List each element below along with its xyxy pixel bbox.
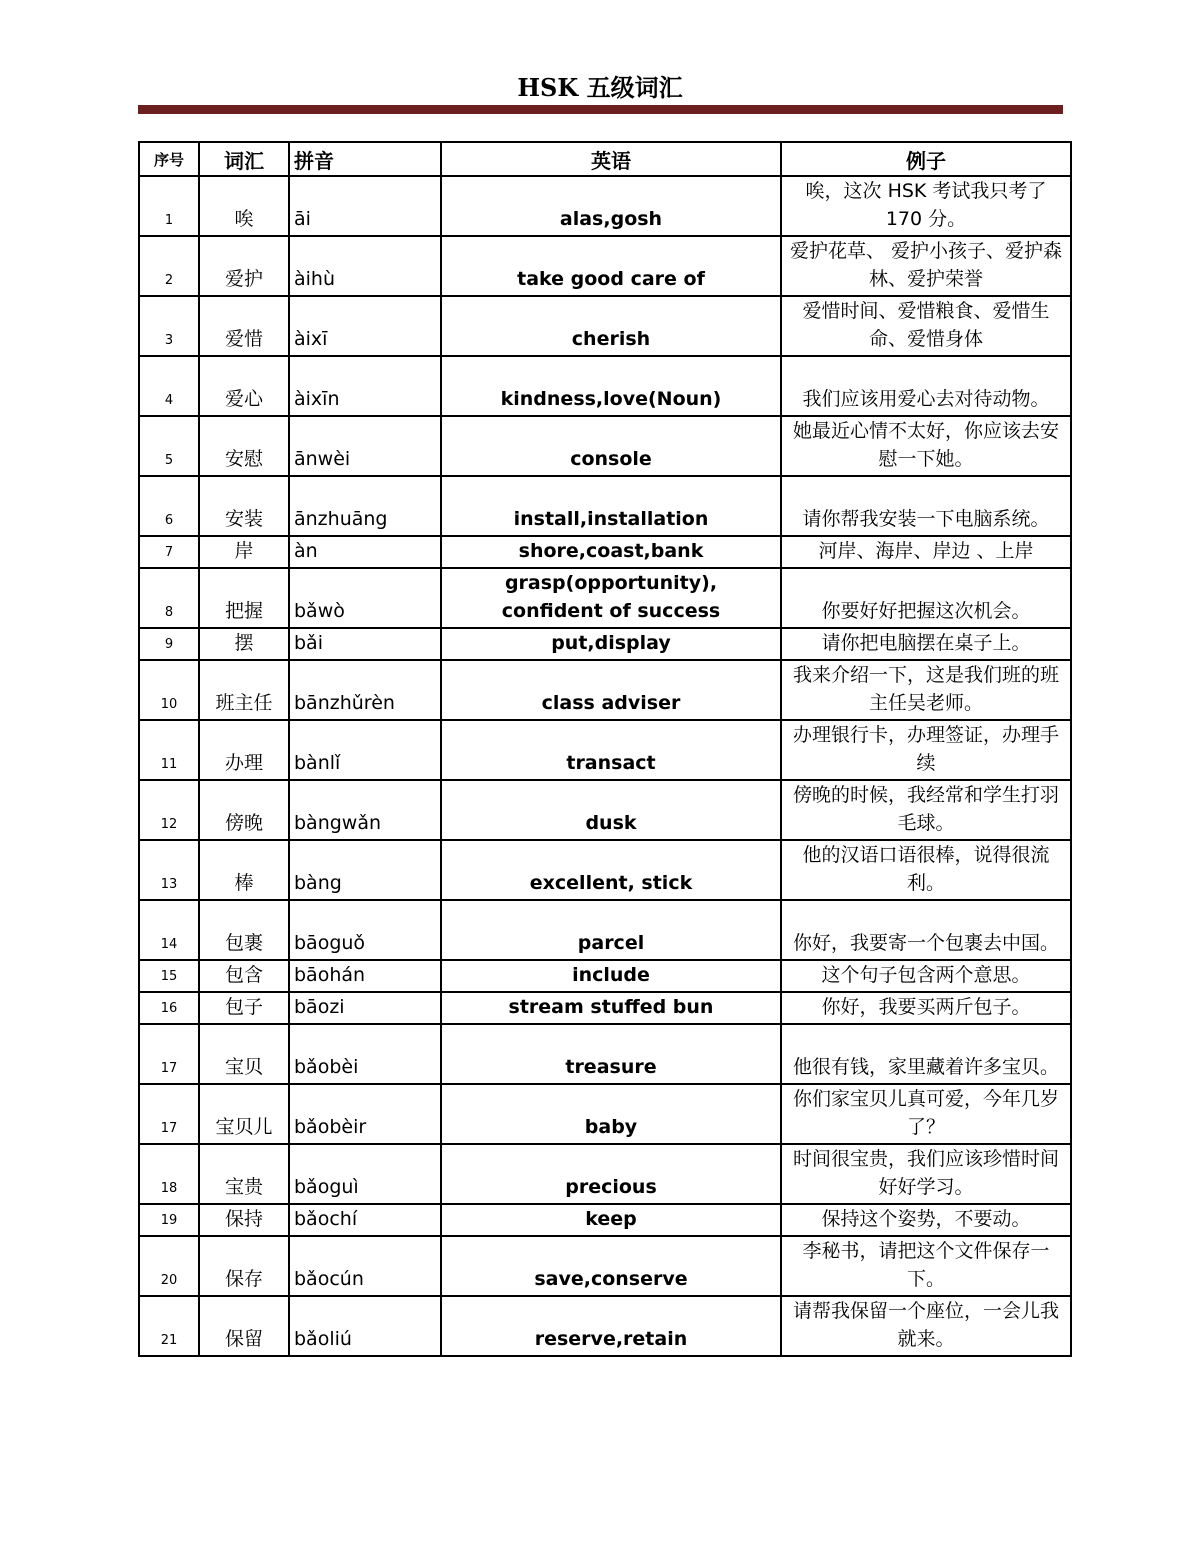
table-row	[139, 660, 1071, 720]
vocab-english	[441, 900, 781, 960]
row-number: 8	[139, 568, 199, 628]
vocab-pinyin: āi	[289, 176, 441, 236]
vocab-pinyin: bàngwǎn	[289, 780, 441, 840]
vocab-word: 宝贝儿	[199, 1084, 289, 1144]
table-row	[139, 1296, 1071, 1356]
vocab-english-text: put,display	[551, 632, 671, 654]
vocab-word: 包裹	[199, 900, 289, 960]
vocab-pinyin: ānwèi	[289, 416, 441, 476]
vocab-english-text: excellent, stick	[529, 872, 693, 894]
table-row	[139, 780, 1071, 840]
table-row	[139, 900, 1071, 960]
vocab-pinyin: bānzhǔrèn	[289, 660, 441, 720]
row-number: 6	[139, 476, 199, 536]
vocabulary-table	[138, 141, 1072, 1357]
row-number: 2	[139, 236, 199, 296]
vocab-word: 班主任	[199, 660, 289, 720]
vocab-english	[441, 628, 781, 660]
vocab-example: 我来介绍一下，这是我们班的班主任吴老师。	[781, 660, 1071, 720]
vocab-word: 办理	[199, 720, 289, 780]
vocab-word: 爱护	[199, 236, 289, 296]
vocab-pinyin: bǎi	[289, 628, 441, 660]
vocab-english	[441, 296, 781, 356]
vocab-word: 岸	[199, 536, 289, 568]
vocab-pinyin: bǎwò	[289, 568, 441, 628]
row-number: 7	[139, 536, 199, 568]
vocab-example: 爱惜时间、爱惜粮食、爱惜生命、爱惜身体	[781, 296, 1071, 356]
vocab-example: 时间很宝贵，我们应该珍惜时间好好学习。	[781, 1144, 1071, 1204]
vocab-english	[441, 176, 781, 236]
vocab-word: 宝贝	[199, 1024, 289, 1084]
row-number: 12	[139, 780, 199, 840]
vocab-english-text: console	[570, 448, 652, 470]
vocab-word: 爱惜	[199, 296, 289, 356]
row-number: 1	[139, 176, 199, 236]
table-row	[139, 992, 1071, 1024]
vocab-example: 这个句子包含两个意思。	[781, 960, 1071, 992]
vocab-pinyin: àihù	[289, 236, 441, 296]
vocab-english	[441, 960, 781, 992]
vocab-example: 办理银行卡，办理签证，办理手续	[781, 720, 1071, 780]
vocab-word: 摆	[199, 628, 289, 660]
table-row	[139, 296, 1071, 356]
vocab-example: 保持这个姿势，不要动。	[781, 1204, 1071, 1236]
vocab-word: 唉	[199, 176, 289, 236]
vocab-english-text: baby	[584, 1116, 638, 1138]
vocab-english	[441, 660, 781, 720]
vocab-word: 包含	[199, 960, 289, 992]
vocab-pinyin: bǎoguì	[289, 1144, 441, 1204]
vocab-word: 傍晚	[199, 780, 289, 840]
vocab-pinyin: àixī	[289, 296, 441, 356]
vocab-example: 你好，我要寄一个包裹去中国。	[781, 900, 1071, 960]
vocab-pinyin: bǎocún	[289, 1236, 441, 1296]
vocab-example: 唉，这次 HSK 考试我只考了 170 分。	[781, 176, 1071, 236]
vocab-pinyin: bǎoliú	[289, 1296, 441, 1356]
vocab-english-text: stream stuffed bun	[508, 996, 714, 1018]
row-number: 19	[139, 1204, 199, 1236]
vocab-word: 安慰	[199, 416, 289, 476]
vocab-english-text: precious	[565, 1176, 657, 1198]
row-number: 10	[139, 660, 199, 720]
vocab-english-text: class adviser	[541, 692, 681, 714]
row-number: 4	[139, 356, 199, 416]
vocab-english-text: parcel	[577, 932, 645, 954]
table-row	[139, 416, 1071, 476]
row-number: 11	[139, 720, 199, 780]
vocab-english-text: take good care of	[517, 268, 705, 290]
vocab-english	[441, 1144, 781, 1204]
table-row	[139, 356, 1071, 416]
vocab-word: 棒	[199, 840, 289, 900]
row-number: 5	[139, 416, 199, 476]
header-number: 序号	[139, 142, 199, 176]
vocab-example: 李秘书，请把这个文件保存一下。	[781, 1236, 1071, 1296]
table-row	[139, 1084, 1071, 1144]
vocab-example: 他的汉语口语很棒，说得很流利。	[781, 840, 1071, 900]
vocab-pinyin: bàng	[289, 840, 441, 900]
vocab-english-text: cherish	[571, 328, 651, 350]
vocab-example: 你们家宝贝儿真可爱，今年几岁了？	[781, 1084, 1071, 1144]
row-number: 18	[139, 1144, 199, 1204]
vocab-word: 安装	[199, 476, 289, 536]
vocab-example: 你要好好把握这次机会。	[781, 568, 1071, 628]
vocab-english-text: save,conserve	[534, 1268, 688, 1290]
header-word: 词汇	[199, 142, 289, 176]
table-row	[139, 1144, 1071, 1204]
vocab-example: 我们应该用爱心去对待动物。	[781, 356, 1071, 416]
vocab-word: 包子	[199, 992, 289, 1024]
row-number: 17	[139, 1084, 199, 1144]
vocab-english-text: dusk	[585, 812, 637, 834]
vocab-english	[441, 1204, 781, 1236]
table-header-row	[139, 142, 1071, 176]
header-english: 英语	[441, 142, 781, 176]
table-row	[139, 840, 1071, 900]
vocab-english	[441, 1084, 781, 1144]
header-pinyin: 拼音	[289, 142, 441, 176]
vocab-word: 宝贵	[199, 1144, 289, 1204]
row-number: 21	[139, 1296, 199, 1356]
vocab-english-text: grasp(opportunity), confident of success	[501, 572, 721, 622]
table-row	[139, 960, 1071, 992]
vocab-word: 保留	[199, 1296, 289, 1356]
vocab-pinyin: bǎobèi	[289, 1024, 441, 1084]
row-number: 17	[139, 1024, 199, 1084]
vocab-english	[441, 720, 781, 780]
vocab-example: 请你帮我安装一下电脑系统。	[781, 476, 1071, 536]
vocab-word: 把握	[199, 568, 289, 628]
vocab-english	[441, 992, 781, 1024]
vocab-example: 河岸、海岸、岸边 、上岸	[781, 536, 1071, 568]
vocab-english	[441, 236, 781, 296]
table-row	[139, 476, 1071, 536]
vocab-english-text: keep	[585, 1208, 637, 1230]
table-body	[139, 176, 1071, 1356]
vocab-example: 她最近心情不太好，你应该去安慰一下她。	[781, 416, 1071, 476]
vocab-english	[441, 476, 781, 536]
vocab-english	[441, 536, 781, 568]
vocab-example: 傍晚的时候，我经常和学生打羽毛球。	[781, 780, 1071, 840]
vocab-english	[441, 1296, 781, 1356]
row-number: 15	[139, 960, 199, 992]
table-row	[139, 176, 1071, 236]
vocab-english	[441, 780, 781, 840]
vocab-english-text: kindness,love(Noun)	[500, 388, 722, 410]
vocab-word: 保持	[199, 1204, 289, 1236]
table-row	[139, 536, 1071, 568]
table-row	[139, 720, 1071, 780]
vocab-english	[441, 840, 781, 900]
vocab-word: 爱心	[199, 356, 289, 416]
vocab-english-text: shore,coast,bank	[518, 540, 704, 562]
vocab-example: 你好，我要买两斤包子。	[781, 992, 1071, 1024]
vocab-english-text: include	[572, 964, 650, 986]
vocab-word: 保存	[199, 1236, 289, 1296]
row-number: 14	[139, 900, 199, 960]
table-row	[139, 568, 1071, 628]
vocab-english-text: reserve,retain	[534, 1328, 688, 1350]
vocab-pinyin: bǎobèir	[289, 1084, 441, 1144]
vocab-pinyin: bāoguǒ	[289, 900, 441, 960]
vocab-pinyin: bǎochí	[289, 1204, 441, 1236]
vocab-pinyin: àixīn	[289, 356, 441, 416]
table-row	[139, 1024, 1071, 1084]
vocab-english	[441, 568, 781, 628]
table-row	[139, 628, 1071, 660]
vocab-example: 请帮我保留一个座位，一会儿我就来。	[781, 1296, 1071, 1356]
vocab-english-text: install,installation	[513, 508, 709, 530]
vocab-pinyin: bāozi	[289, 992, 441, 1024]
title-divider	[138, 105, 1063, 114]
vocab-pinyin: bànlǐ	[289, 720, 441, 780]
vocab-example: 爱护花草、 爱护小孩子、爱护森林、爱护荣誉	[781, 236, 1071, 296]
vocab-pinyin: àn	[289, 536, 441, 568]
vocab-english	[441, 356, 781, 416]
vocab-pinyin: bāohán	[289, 960, 441, 992]
vocab-english-text: transact	[566, 752, 656, 774]
vocab-english-text: treasure	[565, 1056, 657, 1078]
page-title: HSK 五级词汇	[517, 73, 683, 102]
header-example: 例子	[781, 142, 1071, 176]
vocab-english	[441, 416, 781, 476]
row-number: 20	[139, 1236, 199, 1296]
row-number: 3	[139, 296, 199, 356]
table-row	[139, 1236, 1071, 1296]
row-number: 9	[139, 628, 199, 660]
row-number: 13	[139, 840, 199, 900]
vocab-example: 请你把电脑摆在桌子上。	[781, 628, 1071, 660]
vocab-english	[441, 1024, 781, 1084]
table-row	[139, 236, 1071, 296]
table-row	[139, 1204, 1071, 1236]
vocab-pinyin: ānzhuāng	[289, 476, 441, 536]
vocab-example: 他很有钱，家里藏着许多宝贝。	[781, 1024, 1071, 1084]
row-number: 16	[139, 992, 199, 1024]
vocab-english	[441, 1236, 781, 1296]
vocab-english-text: alas,gosh	[559, 208, 663, 230]
